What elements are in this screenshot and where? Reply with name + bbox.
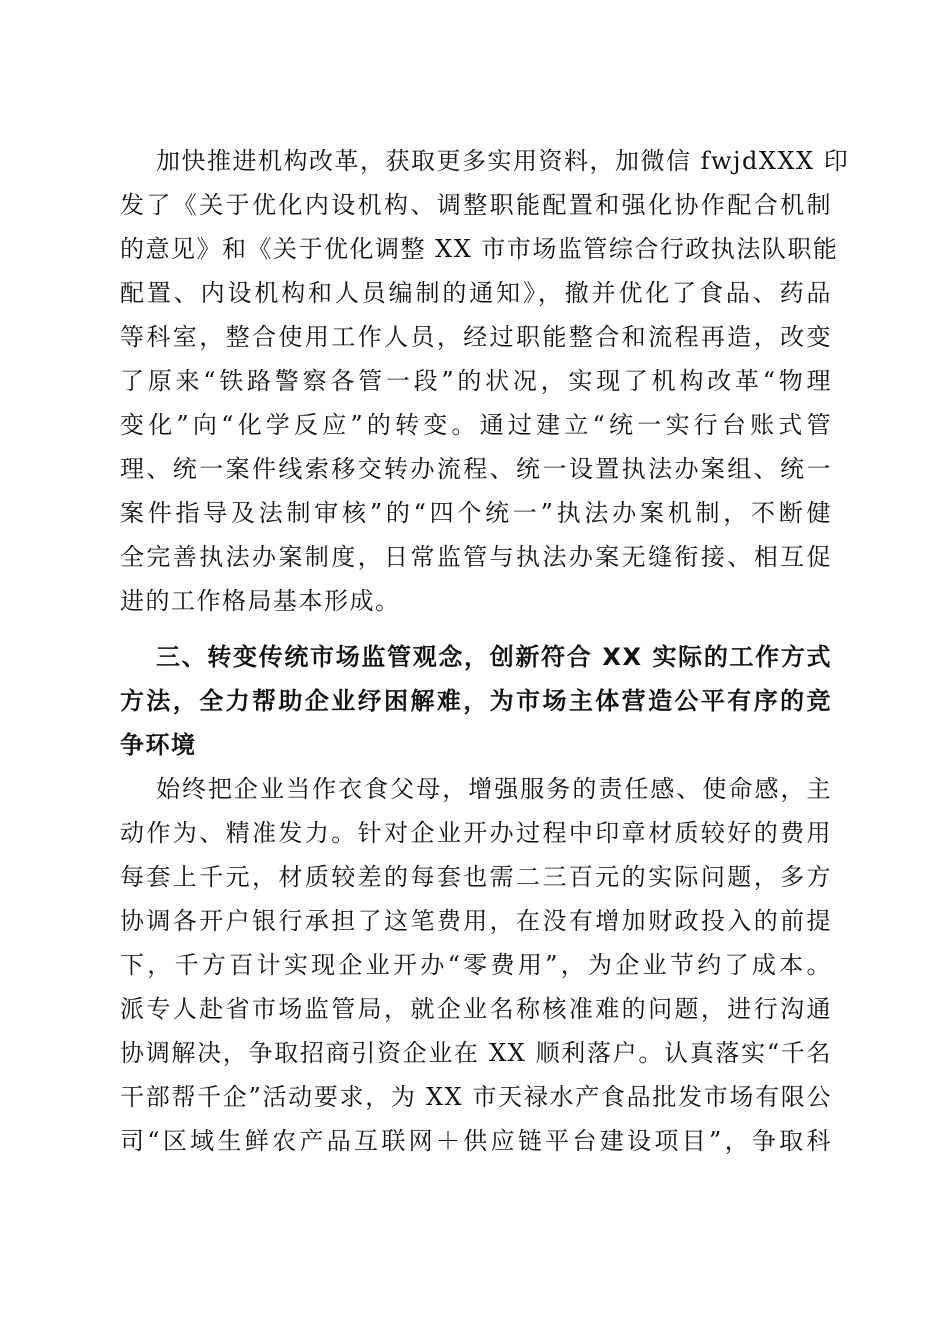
paragraph-line: 进的工作格局基本形成。: [120, 587, 401, 615]
paragraph-line: 司“区域生鲜农产品互联网＋供应链平台建设项目”，争取科: [120, 1127, 832, 1155]
paragraph-line: 全完善执法办案制度，日常监管与执法办案无缝衔接、相互促: [120, 543, 832, 571]
paragraph-line: 理、统一案件线索移交转办流程、统一设置执法办案组、统一: [120, 455, 832, 483]
paragraph-line: 的意见》和《关于优化调整 XX 市市场监管综合行政执法队职能: [120, 235, 839, 263]
paragraph-line: 始终把企业当作衣食父母，增强服务的责任感、使命感，主: [156, 775, 832, 803]
paragraph-line: 配置、内设机构和人员编制的通知》，撤并优化了食品、药品: [120, 279, 832, 307]
paragraph-line: 等科室，整合使用工作人员，经过职能整合和流程再造，改变: [120, 323, 832, 351]
paragraph-line: 案件指导及法制审核”的“四个统一”执法办案机制，不断健: [120, 499, 832, 527]
heading-line: 争环境: [120, 731, 197, 759]
paragraph-line: 变化”向“化学反应”的转变。通过建立“统一实行台账式管: [120, 411, 832, 439]
paragraph-line: 动作为、精准发力。针对企业开办过程中印章材质较好的费用: [120, 819, 832, 847]
paragraph-enterprise-support: [120, 767, 832, 1163]
paragraph-line: 了原来“铁路警察各管一段”的状况，实现了机构改革“物理: [120, 367, 832, 395]
paragraph-line: 加快推进机构改革，获取更多实用资料，加微信 fwjdXXX 印: [156, 147, 850, 175]
heading-line: 三、转变传统市场监管观念，创新符合 XX 实际的工作方式: [156, 643, 832, 671]
paragraph-institutional-reform: [120, 139, 850, 623]
paragraph-line: 协调各开户银行承担了这笔费用，在没有增加财政投入的前提: [120, 907, 832, 935]
paragraph-line: 派专人赴省市场监管局，就企业名称核准难的问题，进行沟通: [120, 995, 832, 1023]
paragraph-line: 发了《关于优化内设机构、调整职能配置和强化协作配合机制: [120, 191, 832, 219]
paragraph-line: 干部帮千企”活动要求，为 XX 市天禄水产食品批发市场有限公: [120, 1083, 832, 1111]
paragraph-line: 每套上千元，材质较差的每套也需二三百元的实际问题，多方: [120, 863, 832, 891]
section-heading-three: [120, 635, 832, 767]
paragraph-line: 协调解决，争取招商引资企业在 XX 顺利落户。认真落实“千名: [120, 1039, 832, 1067]
heading-line: 方法，全力帮助企业纾困解难，为市场主体营造公平有序的竞: [120, 687, 832, 715]
paragraph-line: 下，千方百计实现企业开办“零费用”，为企业节约了成本。: [120, 951, 832, 979]
